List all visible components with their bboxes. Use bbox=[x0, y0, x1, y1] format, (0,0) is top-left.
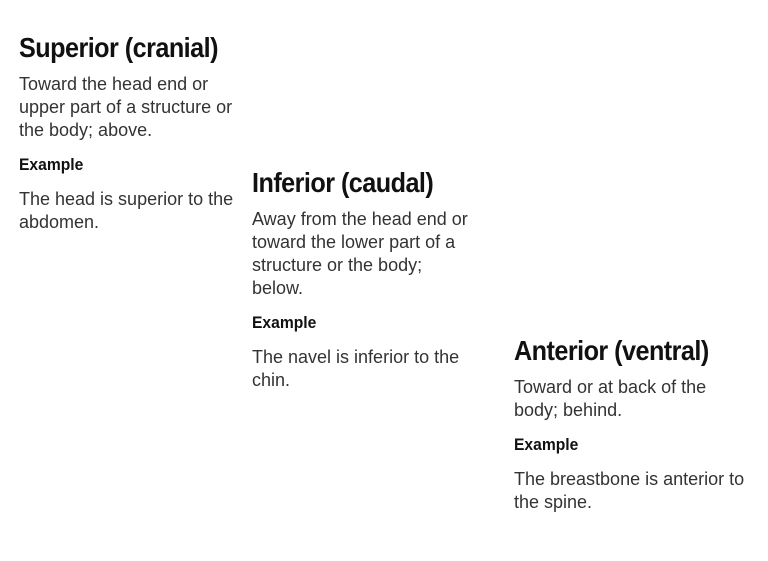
term-title: Anterior (ventral) bbox=[514, 335, 709, 366]
example-label: Example bbox=[19, 155, 84, 174]
term-definition: Toward or at back of the body; behind. bbox=[514, 377, 707, 420]
example-text: The head is superior to the abdomen. bbox=[19, 189, 234, 232]
term-anterior bbox=[514, 334, 749, 514]
term-definition: Toward the head end or upper part of a structure or the body; above. bbox=[19, 74, 233, 140]
term-inferior bbox=[252, 166, 477, 392]
term-definition: Away from the head end or toward the lower part of a structure or the body; below. bbox=[252, 209, 468, 298]
example-text: The navel is inferior to the chin. bbox=[252, 347, 460, 390]
term-title: Superior (cranial) bbox=[19, 32, 218, 63]
example-label: Example bbox=[514, 435, 579, 454]
term-superior bbox=[19, 31, 234, 234]
example-text: The breastbone is anterior to the spine. bbox=[514, 469, 745, 512]
term-title: Inferior (caudal) bbox=[252, 167, 434, 198]
example-label: Example bbox=[252, 313, 317, 332]
